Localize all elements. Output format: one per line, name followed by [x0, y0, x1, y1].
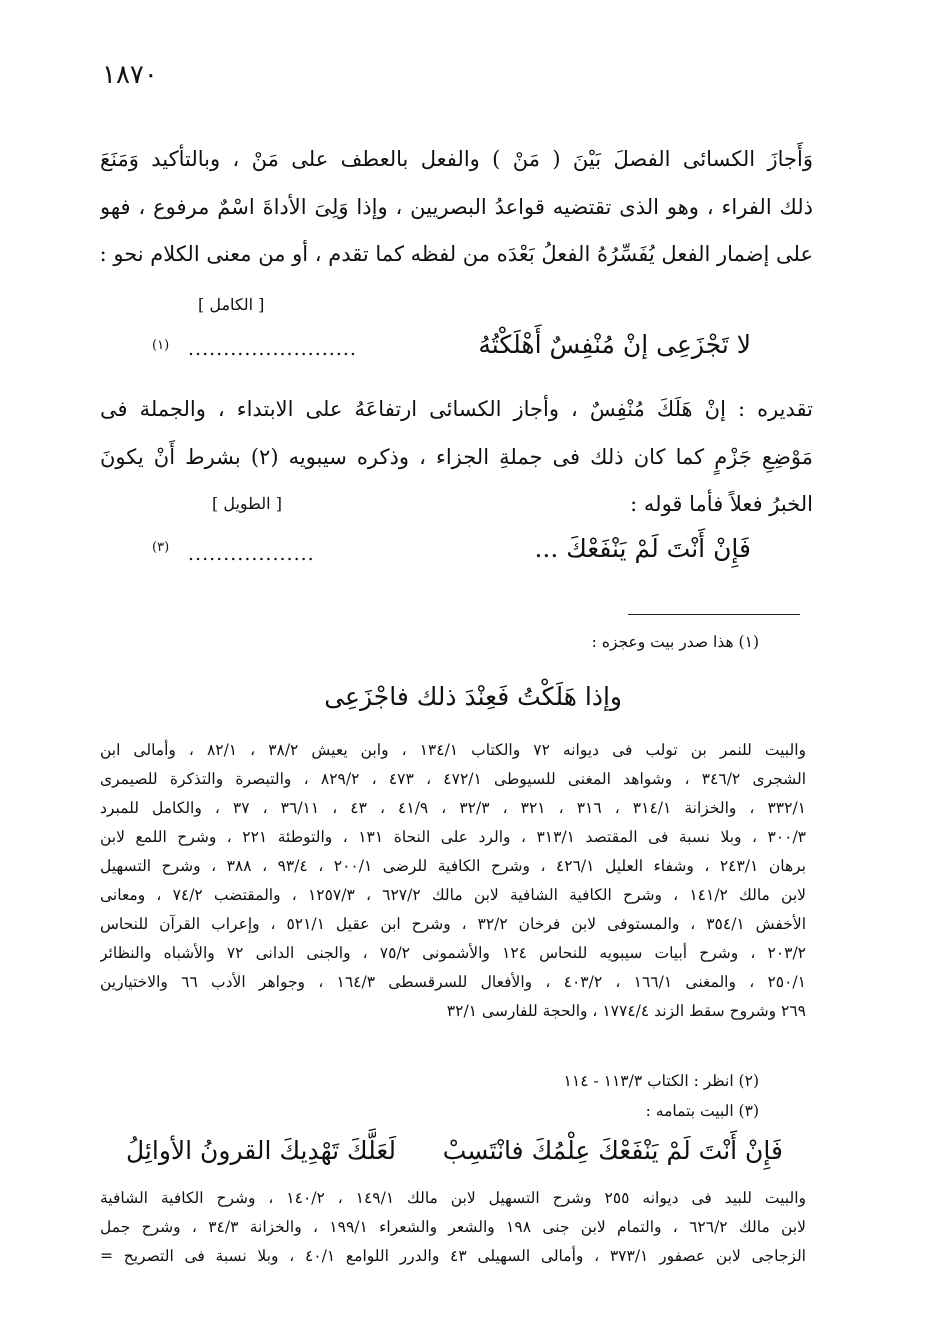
verse-ellipsis: ........................ [188, 338, 357, 360]
footnote-line: لابن مالك ١٤١/٢ ، وشرح الكافية الشافية لابن مالك ٦٢٧/٢ ، ١٢٥٧/٣ ، والمقتضب ٧٤/٢ ، ومعانى [100, 886, 806, 904]
verse-line: لا تَجْزَعِى إنْ مُنْفِسٌ أَهْلَكْتُهُ [478, 330, 751, 359]
footnote-line: برهان ٢٤٣/١ ، وشفاء العليل ٤٢٦/١ ، وشرح الكافية للرضى ٢٠٠/١ ، ٩٣/٤ ، ٣٨٨ ، وشرح التسهيل [100, 857, 806, 875]
footnote-3-intro: (٣) البيت بتمامه : [645, 1102, 759, 1120]
meter-label: [ الكامل ] [198, 295, 265, 314]
footnote-line: والبيت للبيد فى ديوانه ٢٥٥ وشرح التسهيل لابن مالك ١٤٩/١ ، ١٤٠/٢ ، وشرح الكافية الشافية [100, 1189, 806, 1207]
footnote-line: ٢٥٠/١ ، والمغنى ١٦٦/١ ، ٤٠٣/٢ ، والأفعال للسرقسطى ١٦٤/٣ ، وجواهر الأدب ٦٦ والاختيارين [100, 973, 806, 991]
footnote-line: والبيت للنمر بن تولب فى ديوانه ٧٢ والكتاب ١٣٤/١ ، وابن يعيش ٣٨/٢ ، ٨٢/١ ، وأمالى ابن [100, 741, 806, 759]
footnote-line: الزجاجى لابن عصفور ٣٧٣/١ ، وأمالى السهيلى ٤٣ والدرر اللوامع ٤٠/١ ، وبلا نسبة فى التصريح = [100, 1247, 806, 1265]
footnote-2: (٢) انظر : الكتاب ١١٣/٣ - ١١٤ [563, 1072, 759, 1090]
footnote-line: ٢٦٩ وشروح سقط الزند ١٧٧٤/٤ ، والحجة للفارسى ٣٢/١ [446, 1002, 806, 1020]
footnote-line: الأخفش ٣٥٤/١ ، والمستوفى لابن فرخان ٣٢/٢ ، وشرح ابن عقيل ٥٢١/١ ، وإعراب القرآن للنحاس [100, 915, 806, 933]
meter-label: [ الطويل ] [212, 494, 282, 513]
footnote-line: الشجرى ٣٤٦/٢ ، وشواهد المغنى للسيوطى ٤٧٢/١ ، ٤٧٣ ، ٨٢٩/٢ ، والتبصرة والتذكرة للصيمرى [100, 770, 806, 788]
footnote-line: ٣٣٢/١ ، والخزانة ٣١٤/١ ، ٣١٦ ، ٣٢١ ، ٣٢/٣ ، ٤١/٩ ، ٤٣ ، ٣٦/١١ ، ٣٧ ، والكامل للمبرد [100, 799, 806, 817]
footnote-separator [628, 614, 800, 615]
paragraph-1 [100, 136, 813, 279]
verse-ellipsis: .................. [188, 543, 315, 565]
footnote-line: ٣٠٠/٣ ، وبلا نسبة فى المقتصد ٣١٣/١ ، والرد على النحاة ١٣١ ، والتوطئة ٢٢١ ، وشرح اللمع لابن [100, 828, 806, 846]
text-line: على إضمار الفعل يُفَسِّرُهُ الفعلُ بَعْدَه من لفظه كما تقدم ، أو من معنى الكلام نحو : [100, 242, 813, 266]
footnote-line: ٢٠٣/٢ ، وشرح أبيات سيبويه للنحاس ١٢٤ والأشمونى ٧٥/٢ ، والجنى الدانى ٧٢ والأشباه والنظائر [100, 944, 806, 962]
page-number: ١٨٧٠ [102, 60, 158, 90]
footnote-3-verse-first-hemistich: فَإِنْ أَنْتَ لَمْ يَنْفَعْكَ عِلْمُكَ فانْتَسِبْ [442, 1136, 783, 1165]
paragraph-2 [100, 386, 813, 529]
footnote-3-verse-second-hemistich: لَعَلَّكَ تَهْدِيكَ القرونُ الأوائِلُ [126, 1136, 397, 1165]
text-line: مَوْضِعِ جَزْمٍ كما كان ذلك فى جملةِ الجزاء ، وذكره سيبويه (٢) بشرط أَنْ يكونَ [100, 444, 813, 469]
text-line: ذلك الفراء ، وهو الذى تقتضيه قواعدُ البصريين ، وإذا وَلِىَ الأداةَ اسْمٌ مرفوع ، فهو [100, 194, 813, 219]
text-line: تقديره : إنْ هَلَكَ مُنْفِسٌ ، وأجاز الكسائى ارتفاعَهُ على الابتداء ، والجملة فى [100, 397, 813, 421]
footnote-ref: (١) [152, 338, 170, 353]
footnote-1-verse: وإذا هَلَكْتُ فَعِنْدَ ذلك فاجْزَعِى [324, 682, 622, 711]
footnote-3-body [100, 1184, 806, 1271]
verse-line: فَإِنْ أَنْتَ لَمْ يَنْفَعْكَ ... [534, 534, 751, 563]
footnote-line: لابن مالك ٦٢٦/٢ ، والتمام لابن جنى ١٩٨ والشعر والشعراء ١٩٩/١ ، والخزانة ٣٤/٣ ، وشرح جمل [100, 1218, 806, 1236]
text-line: الخبرُ فعلاً فأما قوله : [630, 492, 813, 516]
footnote-ref: (٣) [152, 540, 170, 555]
footnote-1-intro: (١) هذا صدر بيت وعجزه : [591, 633, 759, 651]
footnote-1-body [100, 736, 806, 1026]
text-line: وَأَجازَ الكسائى الفصلَ بَيْنَ ( مَنْ ) والفعل بالعطف على مَنْ ، وبالتأكيد وَمَنَعَ [100, 147, 813, 171]
